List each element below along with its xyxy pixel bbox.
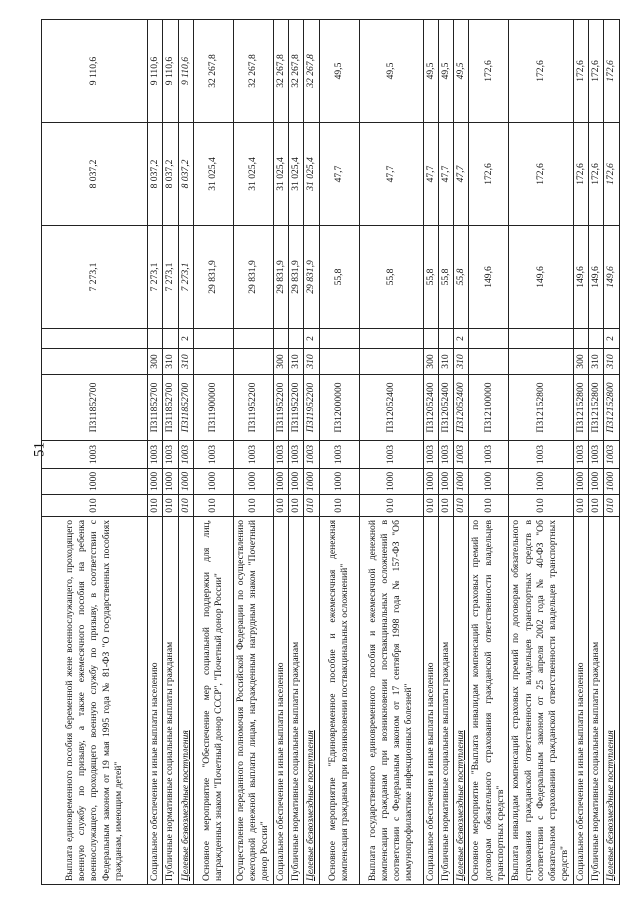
cell-comp bbox=[438, 329, 453, 349]
cell-gr: 010 bbox=[163, 495, 178, 517]
cell-v2: 172,6 bbox=[469, 123, 509, 226]
table-row bbox=[604, 20, 619, 885]
cell-v2: 31 025,4 bbox=[304, 123, 319, 226]
table-row bbox=[573, 20, 588, 885]
cell-v1: 7 273,1 bbox=[148, 226, 163, 329]
cell-rz: 1000 bbox=[604, 469, 619, 495]
cell-gr: 010 bbox=[438, 495, 453, 517]
cell-comp bbox=[469, 329, 509, 349]
table-row bbox=[319, 20, 359, 885]
table-row bbox=[42, 20, 148, 885]
cell-v1: 29 831,9 bbox=[304, 226, 319, 329]
cell-v3: 32 267,8 bbox=[233, 20, 273, 123]
cell-v2: 8 037,2 bbox=[163, 123, 178, 226]
cell-v3: 49,5 bbox=[319, 20, 359, 123]
cell-pr: 1003 bbox=[148, 441, 163, 469]
cell-vr: 300 bbox=[423, 349, 438, 375]
row-name: Осуществление переданного полномочия Российской Федерации по осуществлению ежегодной денежной выплаты лицам, награжденным нагрудным знаком "Почетный донор России" bbox=[234, 520, 271, 881]
row-name: Социальное обеспечение и иные выплаты населению bbox=[274, 662, 286, 881]
cell-name bbox=[588, 517, 603, 885]
cell-v3: 172,6 bbox=[588, 20, 603, 123]
cell-v3: 172,6 bbox=[509, 20, 573, 123]
table-row bbox=[588, 20, 603, 885]
cell-v2: 31 025,4 bbox=[273, 123, 288, 226]
cell-v2: 31 025,4 bbox=[289, 123, 304, 226]
cell-rz: 1000 bbox=[304, 469, 319, 495]
cell-gr: 010 bbox=[42, 495, 148, 517]
cell-pr: 1003 bbox=[604, 441, 619, 469]
row-name: Публичные нормативные социальные выплаты гражданам bbox=[589, 641, 601, 881]
cell-v3: 32 267,8 bbox=[304, 20, 319, 123]
cell-name bbox=[438, 517, 453, 885]
cell-vr bbox=[42, 349, 148, 375]
cell-v1: 149,6 bbox=[469, 226, 509, 329]
cell-csr: П312152800 bbox=[604, 375, 619, 441]
cell-pr: 1003 bbox=[163, 441, 178, 469]
budget-table-body bbox=[42, 20, 620, 885]
cell-gr: 010 bbox=[604, 495, 619, 517]
cell-csr: П311852700 bbox=[163, 375, 178, 441]
cell-rz: 1000 bbox=[573, 469, 588, 495]
cell-gr: 010 bbox=[148, 495, 163, 517]
table-row bbox=[454, 20, 469, 885]
cell-v1: 29 831,9 bbox=[193, 226, 233, 329]
cell-v1: 55,8 bbox=[438, 226, 453, 329]
cell-v3: 49,5 bbox=[438, 20, 453, 123]
cell-name bbox=[423, 517, 438, 885]
cell-csr: П312052400 bbox=[359, 375, 423, 441]
cell-csr: П312100000 bbox=[469, 375, 509, 441]
cell-pr: 1003 bbox=[233, 441, 273, 469]
cell-vr: 300 bbox=[573, 349, 588, 375]
cell-csr: П311952200 bbox=[289, 375, 304, 441]
cell-rz: 1000 bbox=[509, 469, 573, 495]
cell-v1: 29 831,9 bbox=[233, 226, 273, 329]
cell-name bbox=[304, 517, 319, 885]
cell-v3: 172,6 bbox=[604, 20, 619, 123]
cell-v2: 8 037,2 bbox=[178, 123, 193, 226]
row-name: Социальное обеспечение и иные выплаты населению bbox=[424, 662, 436, 881]
cell-comp bbox=[289, 329, 304, 349]
cell-v2: 47,7 bbox=[423, 123, 438, 226]
cell-csr: П311852700 bbox=[42, 375, 148, 441]
cell-v1: 149,6 bbox=[509, 226, 573, 329]
cell-v2: 172,6 bbox=[604, 123, 619, 226]
cell-v1: 55,8 bbox=[359, 226, 423, 329]
cell-gr: 010 bbox=[304, 495, 319, 517]
cell-comp bbox=[163, 329, 178, 349]
rotated-table-container bbox=[41, 20, 617, 885]
row-name: Основное мероприятие "Единовременное пособие и ежемесячная денежная компенсация гражданам при возникновении поствакцинальных осложнений" bbox=[326, 520, 351, 881]
row-name: Социальное обеспечение и иные выплаты населению bbox=[574, 662, 586, 881]
cell-gr: 010 bbox=[319, 495, 359, 517]
cell-pr: 1003 bbox=[509, 441, 573, 469]
cell-v1: 55,8 bbox=[423, 226, 438, 329]
cell-csr: П311900000 bbox=[193, 375, 233, 441]
cell-v1: 29 831,9 bbox=[273, 226, 288, 329]
row-name: Основное мероприятие "Обеспечение мер социальной поддержки для лиц, награжденных знаком "Почетный донор СССР", "Почетный донор России" bbox=[201, 520, 225, 881]
cell-name bbox=[509, 517, 573, 885]
cell-rz: 1000 bbox=[454, 469, 469, 495]
cell-v2: 31 025,4 bbox=[233, 123, 273, 226]
cell-name bbox=[273, 517, 288, 885]
table-row bbox=[148, 20, 163, 885]
cell-v3: 9 110,6 bbox=[148, 20, 163, 123]
cell-name bbox=[233, 517, 273, 885]
cell-pr: 1003 bbox=[304, 441, 319, 469]
cell-name bbox=[193, 517, 233, 885]
cell-v1: 29 831,9 bbox=[289, 226, 304, 329]
cell-v3: 49,5 bbox=[454, 20, 469, 123]
cell-v2: 8 037,2 bbox=[42, 123, 148, 226]
cell-comp bbox=[319, 329, 359, 349]
cell-csr: П311852700 bbox=[178, 375, 193, 441]
cell-gr: 010 bbox=[289, 495, 304, 517]
cell-pr: 1003 bbox=[193, 441, 233, 469]
cell-rz: 1000 bbox=[359, 469, 423, 495]
cell-pr: 1003 bbox=[588, 441, 603, 469]
cell-v3: 9 110,6 bbox=[42, 20, 148, 123]
row-name: Публичные нормативные социальные выплаты гражданам bbox=[290, 641, 302, 881]
cell-csr: П312052400 bbox=[438, 375, 453, 441]
cell-gr: 010 bbox=[178, 495, 193, 517]
cell-rz: 1000 bbox=[289, 469, 304, 495]
cell-comp bbox=[193, 329, 233, 349]
cell-vr: 310 bbox=[289, 349, 304, 375]
row-name: Основное мероприятие "Выплата инвалидам компенсаций страховых премий по договорам обязательного страхования гражданской ответственности владельцев транспортных средств" bbox=[470, 520, 507, 881]
cell-gr: 010 bbox=[273, 495, 288, 517]
cell-comp: 2 bbox=[304, 329, 319, 349]
table-row bbox=[423, 20, 438, 885]
cell-rz: 1000 bbox=[42, 469, 148, 495]
cell-pr: 1003 bbox=[273, 441, 288, 469]
cell-rz: 1000 bbox=[148, 469, 163, 495]
table-row bbox=[359, 20, 423, 885]
cell-rz: 1000 bbox=[423, 469, 438, 495]
cell-pr: 1003 bbox=[423, 441, 438, 469]
cell-csr: П311952200 bbox=[273, 375, 288, 441]
cell-pr: 1003 bbox=[319, 441, 359, 469]
table-row bbox=[509, 20, 573, 885]
cell-vr bbox=[193, 349, 233, 375]
cell-v3: 49,5 bbox=[359, 20, 423, 123]
cell-pr: 1003 bbox=[42, 441, 148, 469]
cell-vr bbox=[359, 349, 423, 375]
cell-comp: 2 bbox=[178, 329, 193, 349]
cell-name bbox=[42, 517, 148, 885]
cell-name bbox=[163, 517, 178, 885]
cell-vr: 310 bbox=[178, 349, 193, 375]
cell-name bbox=[454, 517, 469, 885]
cell-rz: 1000 bbox=[438, 469, 453, 495]
table-row bbox=[233, 20, 273, 885]
cell-gr: 010 bbox=[573, 495, 588, 517]
table-row bbox=[273, 20, 288, 885]
cell-v1: 149,6 bbox=[604, 226, 619, 329]
cell-csr: П312152800 bbox=[573, 375, 588, 441]
cell-csr: П311952200 bbox=[233, 375, 273, 441]
cell-v1: 149,6 bbox=[573, 226, 588, 329]
cell-vr: 300 bbox=[273, 349, 288, 375]
cell-v3: 32 267,8 bbox=[273, 20, 288, 123]
cell-rz: 1000 bbox=[588, 469, 603, 495]
cell-vr: 310 bbox=[604, 349, 619, 375]
cell-name bbox=[148, 517, 163, 885]
table-row bbox=[163, 20, 178, 885]
cell-v2: 172,6 bbox=[509, 123, 573, 226]
cell-v2: 8 037,2 bbox=[148, 123, 163, 226]
cell-csr: П312052400 bbox=[454, 375, 469, 441]
cell-vr: 310 bbox=[163, 349, 178, 375]
cell-csr: П311852700 bbox=[148, 375, 163, 441]
cell-comp bbox=[359, 329, 423, 349]
cell-v3: 9 110,6 bbox=[163, 20, 178, 123]
cell-v2: 47,7 bbox=[454, 123, 469, 226]
cell-v1: 149,6 bbox=[588, 226, 603, 329]
cell-pr: 1003 bbox=[469, 441, 509, 469]
cell-v2: 31 025,4 bbox=[193, 123, 233, 226]
cell-v2: 47,7 bbox=[319, 123, 359, 226]
cell-csr: П312152800 bbox=[588, 375, 603, 441]
cell-rz: 1000 bbox=[193, 469, 233, 495]
cell-name bbox=[319, 517, 359, 885]
cell-rz: 1000 bbox=[178, 469, 193, 495]
cell-v2: 172,6 bbox=[588, 123, 603, 226]
table-row bbox=[178, 20, 193, 885]
cell-vr: 310 bbox=[304, 349, 319, 375]
cell-comp bbox=[148, 329, 163, 349]
cell-rz: 1000 bbox=[319, 469, 359, 495]
row-name: Выплата единовременного пособия беременной жене военнослужащего, проходящего военную службу по призыву, а также ежемесячного пособия на ребенка военнослужащего, проходящего военную службу по призыву, в соответствии с Федеральным законом от 19 мая 1995 года № 81-ФЗ "О государственных пособиях гражданам, имеющим детей" bbox=[63, 520, 124, 881]
cell-v1: 7 273,1 bbox=[42, 226, 148, 329]
cell-name bbox=[178, 517, 193, 885]
cell-gr: 010 bbox=[423, 495, 438, 517]
cell-v3: 32 267,8 bbox=[289, 20, 304, 123]
row-name: Выплата инвалидам компенсаций страховых премий по договорам обязательного страхования гражданской ответственности владельцев транспортных средств в соответствии с Федеральным законом от 25 апреля 2002 года № 40-ФЗ "Об обязательном страховании гражданской ответственности владельцев транспортных средств" bbox=[510, 520, 571, 881]
cell-v1: 55,8 bbox=[319, 226, 359, 329]
row-name: Публичные нормативные социальные выплаты гражданам bbox=[439, 641, 451, 881]
cell-rz: 1000 bbox=[233, 469, 273, 495]
table-row bbox=[289, 20, 304, 885]
cell-v1: 7 273,1 bbox=[178, 226, 193, 329]
cell-name bbox=[359, 517, 423, 885]
cell-v2: 172,6 bbox=[573, 123, 588, 226]
cell-pr: 1003 bbox=[573, 441, 588, 469]
cell-pr: 1003 bbox=[438, 441, 453, 469]
cell-comp: 2 bbox=[604, 329, 619, 349]
cell-csr: П312052400 bbox=[423, 375, 438, 441]
cell-gr: 010 bbox=[509, 495, 573, 517]
cell-comp bbox=[233, 329, 273, 349]
row-name: Целевые безвозмездные поступления bbox=[305, 730, 317, 881]
table-row bbox=[304, 20, 319, 885]
cell-vr bbox=[233, 349, 273, 375]
table-row bbox=[469, 20, 509, 885]
row-name: Выплата государственного единовременного пособия и ежемесячной денежной компенсации гражданам при возникновении поствакцинальных осложнений в соответствии с Федеральным законом от 17 сентября 1998 года № 157-ФЗ "Об иммунопрофилактике инфекционных болезней" bbox=[366, 520, 415, 881]
cell-v2: 47,7 bbox=[438, 123, 453, 226]
cell-gr: 010 bbox=[454, 495, 469, 517]
table-row bbox=[193, 20, 233, 885]
budget-table-area bbox=[41, 20, 617, 885]
cell-name bbox=[469, 517, 509, 885]
cell-csr: П312000000 bbox=[319, 375, 359, 441]
cell-v3: 172,6 bbox=[573, 20, 588, 123]
cell-v3: 32 267,8 bbox=[193, 20, 233, 123]
cell-comp bbox=[273, 329, 288, 349]
cell-vr: 310 bbox=[454, 349, 469, 375]
cell-v2: 47,7 bbox=[359, 123, 423, 226]
cell-gr: 010 bbox=[469, 495, 509, 517]
page-number: 51 bbox=[31, 442, 48, 457]
cell-csr: П311952200 bbox=[304, 375, 319, 441]
row-name: Социальное обеспечение и иные выплаты населению bbox=[149, 662, 160, 881]
cell-vr bbox=[469, 349, 509, 375]
cell-pr: 1003 bbox=[359, 441, 423, 469]
cell-vr bbox=[509, 349, 573, 375]
cell-v3: 172,6 bbox=[469, 20, 509, 123]
cell-pr: 1003 bbox=[178, 441, 193, 469]
cell-vr: 310 bbox=[438, 349, 453, 375]
cell-comp bbox=[509, 329, 573, 349]
cell-rz: 1000 bbox=[163, 469, 178, 495]
row-name: Публичные нормативные социальные выплаты гражданам bbox=[164, 641, 176, 881]
cell-v3: 49,5 bbox=[423, 20, 438, 123]
cell-pr: 1003 bbox=[289, 441, 304, 469]
cell-csr: П312152800 bbox=[509, 375, 573, 441]
cell-pr: 1003 bbox=[454, 441, 469, 469]
table-row bbox=[438, 20, 453, 885]
cell-rz: 1000 bbox=[273, 469, 288, 495]
cell-gr: 010 bbox=[359, 495, 423, 517]
cell-gr: 010 bbox=[193, 495, 233, 517]
cell-v1: 55,8 bbox=[454, 226, 469, 329]
cell-name bbox=[289, 517, 304, 885]
cell-comp bbox=[423, 329, 438, 349]
cell-gr: 010 bbox=[588, 495, 603, 517]
cell-v1: 7 273,1 bbox=[163, 226, 178, 329]
cell-vr: 310 bbox=[588, 349, 603, 375]
row-name: Целевые безвозмездные поступления bbox=[455, 730, 467, 881]
row-name: Целевые безвозмездные поступления bbox=[605, 730, 617, 881]
cell-name bbox=[604, 517, 619, 885]
cell-rz: 1000 bbox=[469, 469, 509, 495]
cell-v3: 9 110,6 bbox=[178, 20, 193, 123]
cell-comp bbox=[573, 329, 588, 349]
cell-vr bbox=[319, 349, 359, 375]
cell-comp: 2 bbox=[454, 329, 469, 349]
cell-comp bbox=[42, 329, 148, 349]
cell-name bbox=[573, 517, 588, 885]
budget-table bbox=[41, 19, 620, 885]
cell-vr: 300 bbox=[148, 349, 163, 375]
cell-gr: 010 bbox=[233, 495, 273, 517]
row-name: Целевые безвозмездные поступления bbox=[179, 730, 191, 881]
cell-comp bbox=[588, 329, 603, 349]
